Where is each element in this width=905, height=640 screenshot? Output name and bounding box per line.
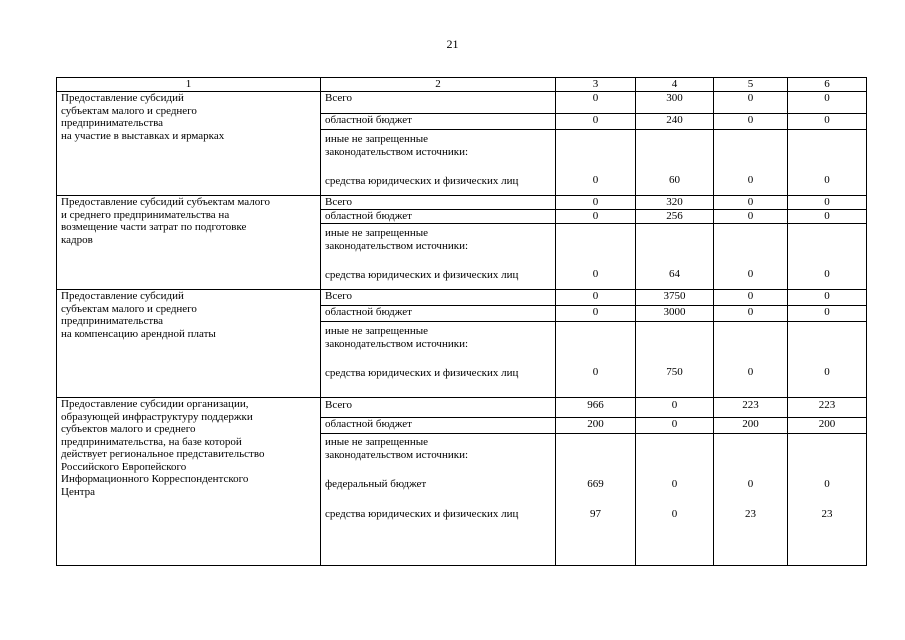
source-other bbox=[321, 434, 556, 566]
source-regional-budget: областной бюджет bbox=[321, 306, 556, 322]
value-cell: 750 bbox=[636, 322, 714, 398]
value-cell: 0 bbox=[714, 196, 788, 210]
value-cell: 0 bbox=[714, 224, 788, 290]
financing-table bbox=[56, 77, 867, 566]
other-sources-line: законодательством источники: bbox=[325, 239, 469, 252]
value-cell: 64 bbox=[636, 224, 714, 290]
source-federal-budget: федеральный бюджет bbox=[325, 478, 427, 490]
source-other bbox=[321, 322, 556, 398]
value-cell bbox=[556, 434, 636, 566]
table-row bbox=[57, 92, 867, 114]
value-cell: 0 bbox=[556, 196, 636, 210]
value-cell: 0 bbox=[714, 322, 788, 398]
value-cell: 0 bbox=[714, 290, 788, 306]
source-legal-entities: средства юридических и физических лиц bbox=[325, 507, 519, 520]
measure-description: Предоставление субсидий субъектам малого и среднего предпринимательства на возмещение части затрат по подготовке кадров bbox=[57, 196, 321, 290]
table-row bbox=[57, 398, 867, 418]
value-cell: 0 bbox=[636, 398, 714, 418]
value-cell: 0 bbox=[714, 114, 788, 130]
legal-entities-value: 23 bbox=[745, 507, 756, 520]
value-cell: 0 bbox=[788, 322, 867, 398]
legal-entities-value: 23 bbox=[821, 507, 833, 520]
value-cell: 256 bbox=[636, 210, 714, 224]
value-cell: 0 bbox=[714, 210, 788, 224]
federal-value: 0 bbox=[824, 478, 830, 490]
measure-description: Предоставление субсидий субъектам малого и среднего предпринимательства на участие в выставках и ярмарках bbox=[57, 92, 321, 196]
legal-entities-value: 97 bbox=[590, 507, 601, 520]
source-total: Всего bbox=[321, 196, 556, 210]
value-cell: 200 bbox=[556, 418, 636, 434]
column-header: 3 bbox=[556, 78, 636, 92]
source-total: Всего bbox=[321, 92, 556, 114]
value-cell: 60 bbox=[636, 130, 714, 196]
federal-value: 0 bbox=[671, 478, 678, 490]
source-legal-entities: средства юридических и физических лиц bbox=[325, 367, 519, 379]
federal-value: 0 bbox=[747, 478, 754, 490]
value-cell: 0 bbox=[788, 114, 867, 130]
value-cell: 0 bbox=[556, 92, 636, 114]
column-header: 6 bbox=[788, 78, 867, 92]
value-cell: 0 bbox=[788, 224, 867, 290]
value-cell: 0 bbox=[788, 92, 867, 114]
value-cell: 0 bbox=[788, 130, 867, 196]
source-total: Всего bbox=[321, 290, 556, 306]
table-row bbox=[57, 196, 867, 210]
value-cell: 200 bbox=[788, 418, 867, 434]
value-cell: 3750 bbox=[636, 290, 714, 306]
other-sources-line: иные не запрещенные bbox=[325, 227, 429, 239]
table-row bbox=[57, 290, 867, 306]
source-regional-budget: областной бюджет bbox=[321, 114, 556, 130]
value-cell: 0 bbox=[556, 224, 636, 290]
value-cell: 0 bbox=[788, 290, 867, 306]
value-cell bbox=[788, 434, 867, 566]
value-cell bbox=[714, 434, 788, 566]
value-cell: 0 bbox=[556, 322, 636, 398]
value-cell: 0 bbox=[788, 196, 867, 210]
other-sources-line: законодательством источники: bbox=[325, 448, 469, 461]
measure-description: Предоставление субсидии организации, образующей инфраструктуру поддержки субъектов малого и среднего предпринимательства, на базе которой действует региональное представительство Российского Европейского Информационного Корреспондентского Центра bbox=[57, 398, 321, 566]
column-number-row bbox=[57, 78, 867, 92]
source-other bbox=[321, 224, 556, 290]
value-cell: 0 bbox=[636, 418, 714, 434]
source-regional-budget: областной бюджет bbox=[321, 418, 556, 434]
value-cell: 0 bbox=[788, 210, 867, 224]
source-legal-entities: средства юридических и физических лиц bbox=[325, 269, 519, 281]
value-cell bbox=[636, 434, 714, 566]
value-cell: 200 bbox=[714, 418, 788, 434]
value-cell: 0 bbox=[556, 210, 636, 224]
column-header: 2 bbox=[321, 78, 556, 92]
value-cell: 0 bbox=[556, 290, 636, 306]
other-sources-line: иные не запрещенные bbox=[325, 133, 429, 145]
value-cell: 223 bbox=[788, 398, 867, 418]
value-cell: 0 bbox=[556, 130, 636, 196]
federal-value: 669 bbox=[587, 478, 604, 490]
source-legal-entities: средства юридических и физических лиц bbox=[325, 175, 519, 187]
value-cell: 240 bbox=[636, 114, 714, 130]
measure-description: Предоставление субсидий субъектам малого и среднего предпринимательства на компенсацию арендной платы bbox=[57, 290, 321, 398]
other-sources-line: иные не запрещенные bbox=[325, 325, 429, 337]
value-cell: 3000 bbox=[636, 306, 714, 322]
column-header: 1 bbox=[57, 78, 321, 92]
column-header: 4 bbox=[636, 78, 714, 92]
source-regional-budget: областной бюджет bbox=[321, 210, 556, 224]
value-cell: 0 bbox=[714, 92, 788, 114]
column-header: 5 bbox=[714, 78, 788, 92]
other-sources-line: иные не запрещенные bbox=[325, 436, 429, 448]
value-cell: 300 bbox=[636, 92, 714, 114]
other-sources-line: законодательством источники: bbox=[325, 337, 469, 350]
page-number: 21 bbox=[446, 37, 459, 51]
source-other bbox=[321, 130, 556, 196]
value-cell: 0 bbox=[714, 130, 788, 196]
value-cell: 0 bbox=[556, 114, 636, 130]
legal-entities-value: 0 bbox=[671, 507, 678, 520]
value-cell: 320 bbox=[636, 196, 714, 210]
value-cell: 0 bbox=[788, 306, 867, 322]
source-total: Всего bbox=[321, 398, 556, 418]
value-cell: 0 bbox=[714, 306, 788, 322]
value-cell: 223 bbox=[714, 398, 788, 418]
other-sources-line: законодательством источники: bbox=[325, 145, 469, 158]
value-cell: 0 bbox=[556, 306, 636, 322]
value-cell: 966 bbox=[556, 398, 636, 418]
